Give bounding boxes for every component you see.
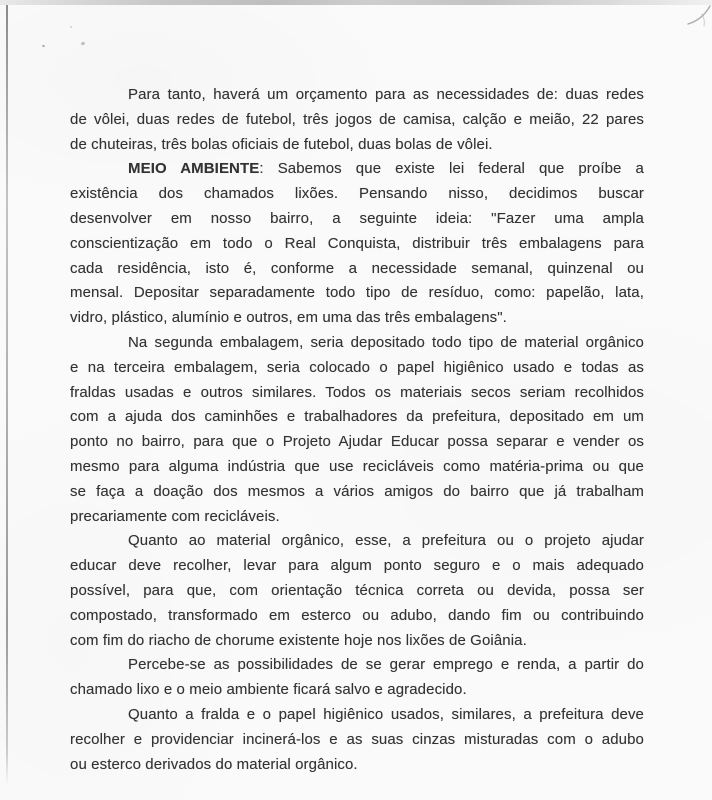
text-line bbox=[70, 505, 644, 530]
text-segment: : Sabemos que existe lei federal que proíbe a bbox=[259, 160, 644, 178]
text-line bbox=[70, 579, 644, 604]
text-line bbox=[70, 405, 644, 430]
text-segment: chamado lixo e o meio ambiente ficará salvo e agradecido. bbox=[70, 681, 467, 699]
text-line bbox=[70, 257, 644, 282]
text-segment: possível, para que, com orientação técnica correta ou devida, possa ser bbox=[70, 581, 644, 599]
text-segment: e na terceira embalagem, seria colocado o papel higiênico usado e todas as bbox=[70, 358, 644, 376]
scan-speck bbox=[42, 45, 46, 48]
scan-top-edge-artifact bbox=[0, 0, 712, 5]
corner-pen-mark bbox=[680, 2, 712, 44]
text-line bbox=[70, 133, 644, 158]
text-line bbox=[70, 455, 644, 480]
text-line bbox=[70, 728, 644, 753]
text-segment: desenvolver em nosso bairro, a seguinte ideia: "Fazer uma ampla bbox=[70, 209, 644, 227]
text-line bbox=[70, 430, 644, 455]
text-line bbox=[70, 281, 644, 306]
scan-speck bbox=[70, 26, 72, 28]
text-line bbox=[70, 604, 644, 629]
text-line bbox=[70, 529, 644, 554]
text-line bbox=[70, 381, 644, 406]
text-segment: de vôlei, duas redes de futebol, três jogos de camisa, calção e meião, 22 pares bbox=[70, 110, 644, 128]
text-segment: compostado, transformado em esterco ou adubo, dando fim ou contribuindo bbox=[70, 606, 644, 624]
scan-left-edge-line bbox=[6, 5, 8, 785]
text-segment: ponto no bairro, para que o Projeto Ajudar Educar possa separar e vender os bbox=[70, 433, 644, 451]
text-line bbox=[70, 678, 644, 703]
scan-speck bbox=[81, 41, 86, 46]
text-segment: Para tanto, haverá um orçamento para as necessidades de: duas redes bbox=[128, 86, 644, 103]
text-segment: Quanto ao material orgânico, esse, a prefeitura ou o projeto ajudar bbox=[128, 532, 644, 550]
text-line bbox=[70, 356, 644, 381]
text-line bbox=[70, 232, 644, 257]
text-line bbox=[70, 306, 644, 331]
text-segment: mesmo para alguma indústria que use recicláveis como matéria-prima ou que bbox=[70, 457, 644, 475]
text-segment: educar deve recolher, levar para algum ponto seguro e o mais adequado bbox=[70, 557, 644, 575]
text-line bbox=[70, 331, 644, 356]
text-segment: vidro, plástico, alumínio e outros, em uma das três embalagens". bbox=[70, 309, 507, 327]
text-line bbox=[70, 753, 644, 778]
text-line bbox=[70, 108, 644, 133]
text-line bbox=[70, 703, 644, 728]
text-segment-bold: MEIO AMBIENTE bbox=[128, 160, 260, 178]
text-line bbox=[70, 207, 644, 232]
text-segment: Quanto a fralda e o papel higiênico usados, similares, a prefeitura deve bbox=[128, 705, 644, 723]
text-line bbox=[70, 182, 644, 207]
text-segment: recolher e providenciar incinerá-los e as suas cinzas misturadas com o adubo bbox=[70, 730, 644, 748]
text-line bbox=[70, 629, 644, 654]
text-segment: cada residência, isto é, conforme a necessidade semanal, quinzenal ou bbox=[70, 259, 644, 277]
text-segment: Percebe-se as possibilidades de se gerar emprego e renda, a partir do bbox=[128, 656, 644, 674]
text-segment: de chuteiras, três bolas oficiais de futebol, duas bolas de vôlei. bbox=[70, 135, 493, 153]
text-line bbox=[70, 554, 644, 579]
text-segment: com fim do riacho de chorume existente hoje nos lixões de Goiânia. bbox=[70, 631, 527, 649]
text-segment: Na segunda embalagem, seria depositado todo tipo de material orgânico bbox=[128, 333, 644, 351]
text-line bbox=[70, 83, 644, 108]
text-segment: com a ajuda dos caminhões e trabalhadores da prefeitura, depositado em um bbox=[70, 408, 644, 426]
document-text bbox=[70, 83, 644, 777]
text-line bbox=[70, 480, 644, 505]
text-segment: se faça a doação dos mesmos a vários amigos do bairro que já trabalham bbox=[70, 482, 644, 500]
text-segment: mensal. Depositar separadamente todo tipo de resíduo, como: papelão, lata, bbox=[70, 284, 644, 302]
text-segment: conscientização em todo o Real Conquista, distribuir três embalagens para bbox=[70, 234, 644, 252]
text-segment: precariamente com recicláveis. bbox=[70, 507, 280, 525]
text-line bbox=[70, 653, 644, 678]
text-segment: ou esterco derivados do material orgânico. bbox=[70, 755, 358, 773]
text-line bbox=[70, 157, 644, 182]
text-segment: fraldas usadas e outros similares. Todos os materiais secos seriam recolhidos bbox=[70, 383, 644, 401]
text-segment: existência dos chamados lixões. Pensando nisso, decidimos buscar bbox=[70, 185, 644, 203]
